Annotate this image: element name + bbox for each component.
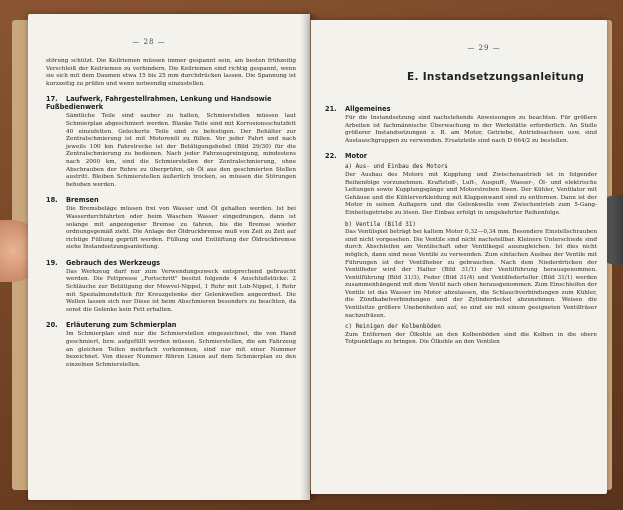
section-heading <box>46 95 296 111</box>
section-heading <box>46 321 296 329</box>
left-intro-text: störung schützt. Die Keilriemen müssen immer gespannt sein, am besten frühzeitig Verschleiß der Keilriemen zu verhindern. Die Keilriemen sind richtig gespannt, wenn sie sich mit dem Daumen etwa 15 bis 25 mm durchdrücken lassen. Die Spannung ist kurzzeitig zu prüfen und wenn notwendig einzustellen. <box>46 58 296 87</box>
section-number: 20. <box>46 321 58 330</box>
subsection-label: b) Ventile (Bild 31) <box>345 221 416 228</box>
section-title: Gebrauch des Werkzeugs <box>66 258 161 267</box>
section-body: Sämtliche Teile sind sauber zu halten, Schmierstellen müssen laut Schmierplan abgeschmiert werden. Blanke Teile sind mit Korrosionsschutzfett 40 einzufetten. Gelockerte Teile sind zu befestigen. Der Behälter zur Zentralschmierung ist mit Motorenöl zu füllen. Vor jeder Fahrt und nach jeweils 100 km Fahrstrecke ist der Betätigungshebel (Bild 29/30) für die Zentralschmierung zu bedienen. Nach jeder Fahrzeugreinigung, mindestens nach 2000 km, sind die Schmierstellen der Zentralschmierung, ohne Abschrauben der Rohre zu überprüfen, ob Öl aus den geschmierten Stellen austritt. Bleiben Schmierstellen äußerlich trocken, so müssen die Störungen behoben werden. <box>66 113 296 188</box>
section-title: Erläuterung zum Schmierplan <box>66 321 177 330</box>
right-page-number: — 29 — <box>467 44 501 52</box>
left-page <box>28 14 310 500</box>
right-page <box>311 20 607 494</box>
section-number: 17. <box>46 95 58 104</box>
section-number: 19. <box>46 258 58 267</box>
section-heading <box>46 196 296 204</box>
left-page-number: — 28 — <box>132 38 166 46</box>
section-body: Im Schmierplan sind nur die Schmierstellen eingezeichnet, die von Hand geschmiert, bzw. aufgefüllt werden müssen. Schmierstellen, die am Fahrzeug an gleichen Teilen mehrfach vorkommen, sind nur mit einer Nummer bezeichnet. Von dieser Nummer führen Linien auf dem Schmierplan zu den einzelnen Schmierstellen. <box>66 331 296 368</box>
subsection-label: c) Reinigen der Kolbenböden <box>345 324 441 331</box>
section-title: Bremsen <box>66 196 99 205</box>
section-number: 18. <box>46 196 58 205</box>
subsection-body: Der Ausbau des Motors mit Kupplung und Zwischenantrieb ist in folgender Reihenfolge vorzunehmen. Kraftstoff-, Luft-, Auspuff-, Wasser-, Öl- und elektrische Leitungen sowie Kupplungsgänge und Motorstreben lösen. Der Kühler, Ventilator mit Gehäuse und die Kühlerverkleidung mit Klappenwand sind zu entfernen. Dann ist der Motor in seinen Auflagern und die Gelenkwelle vom Zwischentrieb zum 5-Gang-Einheitsgetriebe zu lösen. Der Einbau erfolgt in umgekehrter Reihenfolge. <box>345 171 597 216</box>
section-body: Das Werkzeug darf nur zum Verwendungszweck entsprechend gebraucht werden. Die Fettpresse „Fortschritt" besitzt folgende 4 Anschlußstücke: 2 Schläuche zur Betätigung der Mewvel-Nippel, 1 Rohr mit Lub-Nippel, 1 Rohr mit Spezialmundstück für Kreuzgelenke der Gelenkwellen angeordnet. Die Wellen lassen sich nur Diese ist beim Abschmieren besonders zu beachten, da sonst die Gelenke kein Fett erhalten. <box>66 268 296 313</box>
chapter-title: E. Instandsetzungsanleitung <box>407 71 585 83</box>
section-number: 22. <box>325 152 337 161</box>
left-page-content <box>46 58 296 370</box>
section-title: Allgemeines <box>345 105 391 113</box>
section-title: Laufwerk, Fahrgestellrahmen, Lenkung und Handsowie Fußbedienwerk <box>46 95 272 112</box>
section-heading <box>46 259 296 267</box>
subsection-label: a) Aus- und Einbau des Motors <box>345 164 448 171</box>
section-number: 21. <box>325 105 337 113</box>
section-title: Motor <box>345 152 368 161</box>
section-body: Die Bremsbeläge müssen frei von Wasser und Öl gehalten werden. Ist bei Wasserdurchfahrten oder beim Waschen Wasser eingedrungen, dann ist solange mit angezogener Bremse zu fahren, bis die Bremse wieder ordnungsgemäß zieht. Die Anlage der Öldruckbremse muß von Zeit zu Zeit auf richtige Füllung geprüft werden. Füllung und Entlüftung der Öldruckbremse siehe Instandsetzungsanleitung. <box>66 206 296 251</box>
right-page-content <box>325 98 597 348</box>
section-heading <box>325 152 597 160</box>
section-body: Für die Instandsetzung sind nachstehende Anweisungen zu beachten. Für größere Arbeiten ist fachmännische Überwachung in der Werkstätte erforderlich. An Stelle größerer Instandsetzungen z. B. am Motor, Getriebe, Antriebsachsen usw. sind Austauschgruppen zu verwenden. Ersatzteile sind nach D 664/2 zu bestellen. <box>345 115 597 144</box>
subsection-body: Zum Entfernen der Ölkohle an den Kolbenböden sind die Kolben in die obere Totpunktlage zu bringen. Die Ölkohle an den Ventilen <box>345 331 597 346</box>
subsection-body: Das Ventilspiel beträgt bei kaltem Motor 0,32—0,34 mm. Besondere Einstellschrauben sind nicht vorgesehen. Die Ventile sind nicht nachstellbar. Kleinere Unterschiede sind durch Abschleifen am Ventilschaft oder Ventilkegel auszugleichen. Ist dies nicht möglich, dann sind neue Ventile zu verwenden. Zum einfachen Ausbau der Ventile mit Führungen ist der Ventilheber zu gebrauchen. Nach dem Niederdrücken der Ventilfeder wird der Halter (Bild 31/1) der Ventilführung herausgenommen. Ventilführung (Bild 31/3), Feder (Bild 31/4) und Ventilfederteller (Bild 31/1) werden zusammenhängend mit dem Ventil nach oben herausgenommen. Zum Einschleifen der Ventile ist das Wasser im Motor abzulassen, die Schlauchverbindungen zum Kühler, die Zündkabelverbindungen und der Zylinderdeckel abzunehmen. Weisen die Ventilsitze größere Unebenheiten auf, so sind sie mit einem geeigneten Ventilfräser nachzufräsen. <box>345 229 597 319</box>
section-heading <box>325 105 597 113</box>
